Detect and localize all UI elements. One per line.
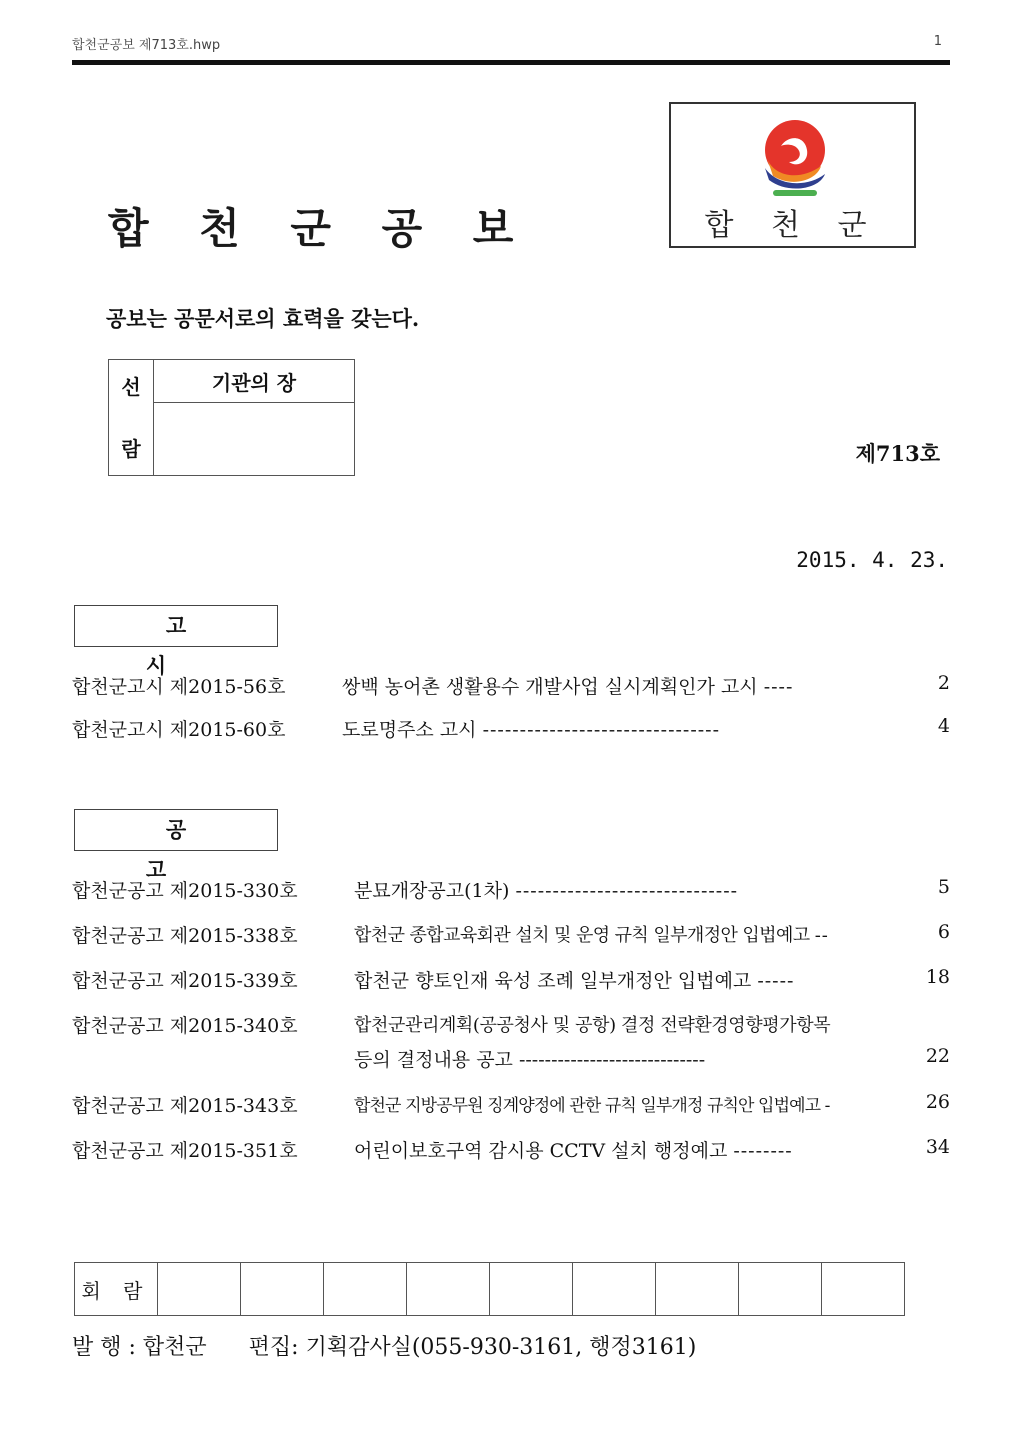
circulation-cell (490, 1263, 573, 1316)
entry-number: 합천군고시 제2015-56호 (72, 676, 286, 698)
entry-leader: - (824, 1096, 832, 1116)
circulation-table (74, 1262, 905, 1316)
entry-page: 6 (937, 921, 950, 943)
toc-entry[interactable] (72, 1011, 950, 1081)
entry-number: 합천군공고 제2015-340호 (72, 1015, 298, 1037)
entry-page: 22 (925, 1045, 950, 1067)
circulation-cell (158, 1263, 241, 1316)
entry-title: 어린이보호구역 감시용 CCTV 설치 행정예고 (354, 1140, 728, 1162)
notices-heading: 고 시 (74, 605, 278, 647)
entry-title: 분묘개장공고(1차) (354, 880, 510, 902)
circulation-cell (407, 1263, 490, 1316)
circulation-label: 회 람 (75, 1263, 158, 1316)
entry-title: 합천군관리계획(공공청사 및 공항) 결정 전략환경영향평가항목 (354, 1015, 831, 1036)
county-logo-box (669, 102, 916, 248)
entry-title-line2: 등의 결정내용 공고 (354, 1049, 513, 1071)
entry-title: 합천군 종합교육회관 설치 및 운영 규칙 일부개정안 입법예고 (354, 925, 810, 946)
entry-title: 합천군 지방공무원 징계양정에 관한 규칙 일부개정 규칙안 입법예고 (354, 1096, 821, 1116)
entry-leader: ---- (763, 676, 794, 698)
editor-contact: 편집: 기획감사실(055-930-3161, 행정3161) (248, 1335, 697, 1360)
entry-leader: -- (814, 925, 829, 946)
entry-leader: ----------------------------- (518, 1049, 706, 1071)
entry-title-wrap (354, 966, 912, 993)
announcements-heading: 공 고 (74, 809, 278, 851)
entry-title-wrap (354, 921, 912, 947)
entry-number: 합천군고시 제2015-60호 (72, 719, 286, 741)
entry-title-wrap (354, 1045, 912, 1072)
entry-page: 18 (925, 966, 950, 988)
entry-leader: -------------------------------- (482, 719, 721, 741)
approval-label-cell (109, 360, 154, 476)
file-name: 합천군공보 제713호.hwp (72, 38, 221, 53)
entry-page: 2 (937, 672, 950, 694)
entry-title-wrap (342, 715, 912, 742)
entry-page: 5 (937, 876, 950, 898)
entry-title: 합천군 향토인재 육성 조례 일부개정안 입법예고 (354, 970, 752, 992)
entry-title: 쌍백 농어촌 생활용수 개발사업 실시계획인가 고시 (342, 676, 758, 698)
entry-number: 합천군공고 제2015-330호 (72, 880, 298, 902)
county-name: 합 천 군 (704, 208, 881, 243)
subtitle: 공보는 공문서로의 효력을 갖는다. (106, 306, 420, 331)
entry-leader: -------- (733, 1140, 793, 1162)
circulation-cell (241, 1263, 324, 1316)
entry-number: 합천군공고 제2015-339호 (72, 970, 298, 992)
page-title: 합 천 군 공 보 (108, 204, 532, 253)
entry-leader: ----- (757, 970, 795, 992)
header-rule (72, 60, 950, 65)
approval-head-cell: 기관의 장 (154, 360, 355, 403)
entry-leader: ------------------------------ (515, 880, 739, 902)
issue-date: 2015. 4. 23. (796, 548, 948, 572)
entry-number: 합천군공고 제2015-338호 (72, 925, 298, 947)
approval-table (108, 359, 355, 476)
approval-sign-cell (154, 403, 355, 476)
entry-number: 합천군공고 제2015-343호 (72, 1095, 298, 1117)
entry-title-wrap (354, 876, 912, 903)
entry-number: 합천군공고 제2015-351호 (72, 1140, 298, 1162)
circulation-cell (656, 1263, 739, 1316)
running-header (72, 34, 950, 54)
approval-label-bottom: 람 (121, 436, 141, 461)
county-emblem-icon (759, 116, 831, 200)
circulation-cell (739, 1263, 822, 1316)
entry-title-wrap (354, 1091, 912, 1116)
circulation-cell (822, 1263, 905, 1316)
entry-title-wrap (354, 1136, 912, 1163)
circulation-cell (573, 1263, 656, 1316)
entry-page: 34 (925, 1136, 950, 1158)
entry-title: 도로명주소 고시 (342, 719, 477, 741)
entry-title-wrap (342, 672, 912, 699)
entry-page: 4 (937, 715, 950, 737)
issue-number: 제713호 (855, 441, 940, 466)
circulation-cell (324, 1263, 407, 1316)
page-number: 1 (933, 34, 942, 49)
publisher: 발 행 : 합천군 (72, 1335, 207, 1360)
publication-footer (72, 1330, 696, 1361)
approval-label-top: 선 (121, 374, 141, 399)
entry-page: 26 (925, 1091, 950, 1113)
